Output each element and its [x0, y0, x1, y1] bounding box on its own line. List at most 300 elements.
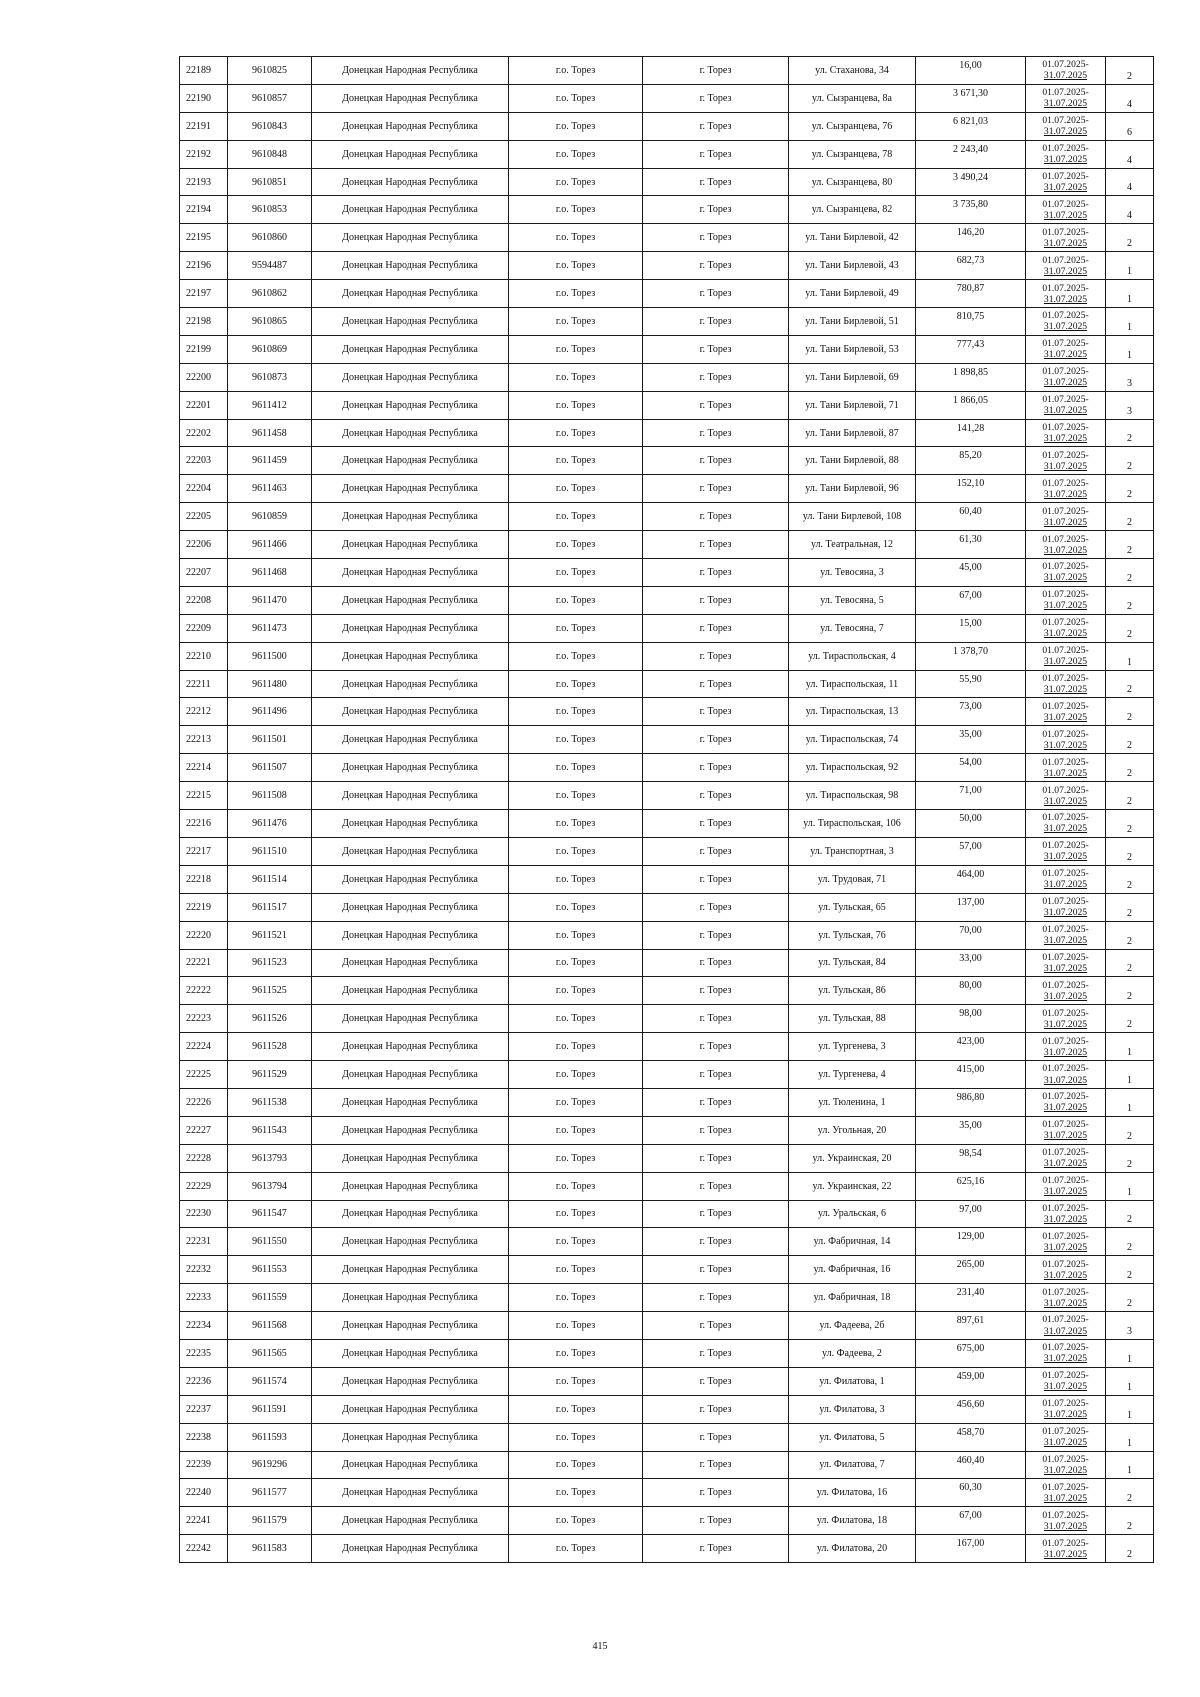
district-cell: г.о. Торез [509, 1228, 643, 1256]
period-end: 31.07.2025 [1043, 1186, 1088, 1198]
row-id: 22213 [180, 726, 228, 754]
table-row [180, 391, 1154, 419]
period-start: 01.07.2025- [1042, 784, 1089, 796]
period-cell [1026, 670, 1106, 698]
count-cell: 2 [1106, 726, 1154, 754]
district-cell: г.о. Торез [509, 837, 643, 865]
district-cell: г.о. Торез [509, 1061, 643, 1089]
table-row [180, 1423, 1154, 1451]
address-cell: ул. Тираспольская, 98 [789, 782, 916, 810]
object-code: 9610853 [228, 196, 312, 224]
count-cell: 1 [1106, 1172, 1154, 1200]
period-start: 01.07.2025- [1042, 1230, 1089, 1242]
period-start: 01.07.2025- [1042, 115, 1089, 127]
object-code: 9611507 [228, 754, 312, 782]
period-end: 31.07.2025 [1043, 1102, 1088, 1114]
district-cell: г.о. Торез [509, 726, 643, 754]
table-row [180, 308, 1154, 336]
period-cell [1026, 977, 1106, 1005]
period-end: 31.07.2025 [1043, 739, 1088, 751]
count-cell: 1 [1106, 252, 1154, 280]
period-cell [1026, 1395, 1106, 1423]
period-start: 01.07.2025- [1042, 143, 1089, 155]
city-cell: г. Торез [643, 865, 789, 893]
row-id: 22208 [180, 586, 228, 614]
period-start: 01.07.2025- [1042, 1537, 1089, 1549]
region-cell: Донецкая Народная Республика [312, 726, 509, 754]
period-end: 31.07.2025 [1043, 377, 1088, 389]
object-code: 9611480 [228, 670, 312, 698]
amount-cell: 16,00 [916, 57, 1026, 85]
object-code: 9611458 [228, 419, 312, 447]
period-end: 31.07.2025 [1043, 962, 1088, 974]
period-start: 01.07.2025- [1042, 1091, 1089, 1103]
count-cell: 2 [1106, 754, 1154, 782]
district-cell: г.о. Торез [509, 308, 643, 336]
row-id: 22238 [180, 1423, 228, 1451]
object-code: 9613794 [228, 1172, 312, 1200]
region-cell: Донецкая Народная Республика [312, 1200, 509, 1228]
row-id: 22193 [180, 168, 228, 196]
district-cell: г.о. Торез [509, 1116, 643, 1144]
row-id: 22239 [180, 1451, 228, 1479]
object-code: 9611525 [228, 977, 312, 1005]
period-cell [1026, 1088, 1106, 1116]
table-row [180, 921, 1154, 949]
object-code: 9611593 [228, 1423, 312, 1451]
period-cell [1026, 837, 1106, 865]
period-start: 01.07.2025- [1042, 59, 1089, 71]
period-start: 01.07.2025- [1042, 1147, 1089, 1159]
city-cell: г. Торез [643, 1507, 789, 1535]
row-id: 22232 [180, 1256, 228, 1284]
period-start: 01.07.2025- [1042, 812, 1089, 824]
table-row [180, 1339, 1154, 1367]
object-code: 9610859 [228, 503, 312, 531]
object-code: 9611553 [228, 1256, 312, 1284]
period-end: 31.07.2025 [1043, 516, 1088, 528]
period-cell [1026, 1172, 1106, 1200]
period-start: 01.07.2025- [1042, 338, 1089, 350]
count-cell: 2 [1106, 1005, 1154, 1033]
object-code: 9611538 [228, 1088, 312, 1116]
amount-cell: 2 243,40 [916, 140, 1026, 168]
count-cell: 2 [1106, 419, 1154, 447]
count-cell: 1 [1106, 1061, 1154, 1089]
address-cell: ул. Тани Бирлевой, 108 [789, 503, 916, 531]
count-cell: 2 [1106, 531, 1154, 559]
row-id: 22225 [180, 1061, 228, 1089]
table-row [180, 726, 1154, 754]
district-cell: г.о. Торез [509, 893, 643, 921]
city-cell: г. Торез [643, 1116, 789, 1144]
city-cell: г. Торез [643, 949, 789, 977]
count-cell: 2 [1106, 893, 1154, 921]
count-cell: 2 [1106, 57, 1154, 85]
district-cell: г.о. Торез [509, 168, 643, 196]
period-end: 31.07.2025 [1043, 935, 1088, 947]
table-row [180, 57, 1154, 85]
amount-cell: 146,20 [916, 224, 1026, 252]
period-cell [1026, 224, 1106, 252]
object-code: 9611565 [228, 1339, 312, 1367]
count-cell: 2 [1106, 782, 1154, 810]
period-cell [1026, 726, 1106, 754]
amount-cell: 415,00 [916, 1061, 1026, 1089]
city-cell: г. Торез [643, 1061, 789, 1089]
region-cell: Донецкая Народная Республика [312, 865, 509, 893]
period-cell [1026, 168, 1106, 196]
district-cell: г.о. Торез [509, 1507, 643, 1535]
period-start: 01.07.2025- [1042, 533, 1089, 545]
period-cell [1026, 140, 1106, 168]
row-id: 22204 [180, 475, 228, 503]
row-id: 22221 [180, 949, 228, 977]
amount-cell: 780,87 [916, 280, 1026, 308]
period-cell [1026, 84, 1106, 112]
row-id: 22197 [180, 280, 228, 308]
amount-cell: 33,00 [916, 949, 1026, 977]
period-cell [1026, 1535, 1106, 1563]
object-code: 9613793 [228, 1144, 312, 1172]
amount-cell: 231,40 [916, 1284, 1026, 1312]
table-row [180, 754, 1154, 782]
table-row [180, 1061, 1154, 1089]
object-code: 9611526 [228, 1005, 312, 1033]
district-cell: г.о. Торез [509, 391, 643, 419]
address-cell: ул. Тираспольская, 11 [789, 670, 916, 698]
period-cell [1026, 921, 1106, 949]
city-cell: г. Торез [643, 140, 789, 168]
address-cell: ул. Фабричная, 14 [789, 1228, 916, 1256]
row-id: 22234 [180, 1312, 228, 1340]
period-cell [1026, 447, 1106, 475]
period-cell [1026, 1005, 1106, 1033]
region-cell: Донецкая Народная Республика [312, 1033, 509, 1061]
region-cell: Донецкая Народная Республика [312, 1256, 509, 1284]
district-cell: г.о. Торез [509, 1339, 643, 1367]
city-cell: г. Торез [643, 614, 789, 642]
period-cell [1026, 503, 1106, 531]
amount-cell: 60,40 [916, 503, 1026, 531]
period-cell [1026, 1116, 1106, 1144]
district-cell: г.о. Торез [509, 419, 643, 447]
district-cell: г.о. Торез [509, 531, 643, 559]
district-cell: г.о. Торез [509, 1088, 643, 1116]
count-cell: 6 [1106, 112, 1154, 140]
row-id: 22191 [180, 112, 228, 140]
count-cell: 3 [1106, 1312, 1154, 1340]
address-cell: ул. Тираспольская, 74 [789, 726, 916, 754]
period-end: 31.07.2025 [1043, 182, 1088, 193]
period-end: 31.07.2025 [1043, 544, 1088, 556]
period-start: 01.07.2025- [1042, 449, 1089, 461]
table-row [180, 1479, 1154, 1507]
object-code: 9611529 [228, 1061, 312, 1089]
table-row [180, 1395, 1154, 1423]
period-cell [1026, 335, 1106, 363]
period-start: 01.07.2025- [1042, 728, 1089, 740]
table-row [180, 1172, 1154, 1200]
address-cell: ул. Тюленина, 1 [789, 1088, 916, 1116]
city-cell: г. Торез [643, 977, 789, 1005]
region-cell: Донецкая Народная Республика [312, 419, 509, 447]
row-id: 22235 [180, 1339, 228, 1367]
period-start: 01.07.2025- [1042, 1314, 1089, 1326]
period-start: 01.07.2025- [1042, 310, 1089, 322]
period-end: 31.07.2025 [1043, 1520, 1088, 1532]
count-cell: 2 [1106, 475, 1154, 503]
count-cell: 2 [1106, 1116, 1154, 1144]
address-cell: ул. Уральская, 6 [789, 1200, 916, 1228]
count-cell: 2 [1106, 559, 1154, 587]
amount-cell: 1 898,85 [916, 363, 1026, 391]
period-cell [1026, 57, 1106, 85]
district-cell: г.о. Торез [509, 1284, 643, 1312]
table-row [180, 475, 1154, 503]
region-cell: Донецкая Народная Республика [312, 782, 509, 810]
address-cell: ул. Тани Бирлевой, 69 [789, 363, 916, 391]
city-cell: г. Торез [643, 168, 789, 196]
row-id: 22198 [180, 308, 228, 336]
amount-cell: 141,28 [916, 419, 1026, 447]
period-end: 31.07.2025 [1043, 1548, 1088, 1560]
address-cell: ул. Тани Бирлевой, 71 [789, 391, 916, 419]
amount-cell: 129,00 [916, 1228, 1026, 1256]
amount-cell: 60,30 [916, 1479, 1026, 1507]
table-row [180, 168, 1154, 196]
row-id: 22224 [180, 1033, 228, 1061]
period-start: 01.07.2025- [1042, 477, 1089, 489]
object-code: 9611459 [228, 447, 312, 475]
period-cell [1026, 1256, 1106, 1284]
period-end: 31.07.2025 [1043, 600, 1088, 612]
count-cell: 1 [1106, 1367, 1154, 1395]
period-cell [1026, 1284, 1106, 1312]
table-row [180, 670, 1154, 698]
row-id: 22196 [180, 252, 228, 280]
period-end: 31.07.2025 [1043, 1381, 1088, 1393]
period-end: 31.07.2025 [1043, 1409, 1088, 1421]
district-cell: г.о. Торез [509, 447, 643, 475]
count-cell: 1 [1106, 1395, 1154, 1423]
address-cell: ул. Филатова, 3 [789, 1395, 916, 1423]
region-cell: Донецкая Народная Республика [312, 949, 509, 977]
period-start: 01.07.2025- [1042, 1007, 1089, 1019]
period-start: 01.07.2025- [1042, 282, 1089, 294]
period-start: 01.07.2025- [1042, 617, 1089, 629]
object-code: 9611543 [228, 1116, 312, 1144]
period-end: 31.07.2025 [1043, 405, 1088, 417]
city-cell: г. Торез [643, 837, 789, 865]
region-cell: Донецкая Народная Республика [312, 112, 509, 140]
district-cell: г.о. Торез [509, 57, 643, 85]
period-end: 31.07.2025 [1043, 237, 1088, 249]
amount-cell: 675,00 [916, 1339, 1026, 1367]
period-end: 31.07.2025 [1043, 126, 1088, 138]
count-cell: 2 [1106, 586, 1154, 614]
district-cell: г.о. Торез [509, 1033, 643, 1061]
address-cell: ул. Стаханова, 34 [789, 57, 916, 85]
address-cell: ул. Трудовая, 71 [789, 865, 916, 893]
region-cell: Донецкая Народная Республика [312, 224, 509, 252]
period-end: 31.07.2025 [1043, 488, 1088, 500]
address-cell: ул. Тургенева, 4 [789, 1061, 916, 1089]
row-id: 22233 [180, 1284, 228, 1312]
address-cell: ул. Тани Бирлевой, 43 [789, 252, 916, 280]
address-cell: ул. Филатова, 5 [789, 1423, 916, 1451]
table-row [180, 837, 1154, 865]
district-cell: г.о. Торез [509, 810, 643, 838]
district-cell: г.о. Торез [509, 196, 643, 224]
district-cell: г.о. Торез [509, 977, 643, 1005]
object-code: 9610860 [228, 224, 312, 252]
period-end: 31.07.2025 [1043, 433, 1088, 445]
region-cell: Донецкая Народная Республика [312, 698, 509, 726]
period-end: 31.07.2025 [1043, 767, 1088, 779]
object-code: 9611517 [228, 893, 312, 921]
table-row [180, 335, 1154, 363]
region-cell: Донецкая Народная Республика [312, 1339, 509, 1367]
table-row [180, 503, 1154, 531]
period-start: 01.07.2025- [1042, 1202, 1089, 1214]
city-cell: г. Торез [643, 810, 789, 838]
city-cell: г. Торез [643, 224, 789, 252]
period-cell [1026, 1061, 1106, 1089]
object-code: 9611496 [228, 698, 312, 726]
row-id: 22241 [180, 1507, 228, 1535]
period-end: 31.07.2025 [1043, 711, 1088, 723]
period-end: 31.07.2025 [1043, 1158, 1088, 1170]
period-end: 31.07.2025 [1043, 795, 1088, 807]
count-cell: 1 [1106, 335, 1154, 363]
count-cell: 1 [1106, 1088, 1154, 1116]
object-code: 9611476 [228, 810, 312, 838]
period-start: 01.07.2025- [1042, 868, 1089, 880]
city-cell: г. Торез [643, 1256, 789, 1284]
period-cell [1026, 475, 1106, 503]
object-code: 9611412 [228, 391, 312, 419]
period-cell [1026, 1033, 1106, 1061]
object-code: 9611547 [228, 1200, 312, 1228]
table-row [180, 810, 1154, 838]
district-cell: г.о. Торез [509, 698, 643, 726]
region-cell: Донецкая Народная Республика [312, 140, 509, 168]
row-id: 22215 [180, 782, 228, 810]
city-cell: г. Торез [643, 726, 789, 754]
row-id: 22216 [180, 810, 228, 838]
period-start: 01.07.2025- [1042, 673, 1089, 684]
amount-cell: 35,00 [916, 1116, 1026, 1144]
period-start: 01.07.2025- [1042, 366, 1089, 378]
address-cell: ул. Тевосяна, 3 [789, 559, 916, 587]
row-id: 22229 [180, 1172, 228, 1200]
district-cell: г.о. Торез [509, 1256, 643, 1284]
region-cell: Донецкая Народная Республика [312, 837, 509, 865]
address-cell: ул. Филатова, 16 [789, 1479, 916, 1507]
city-cell: г. Торез [643, 698, 789, 726]
row-id: 22226 [180, 1088, 228, 1116]
district-cell: г.о. Торез [509, 1144, 643, 1172]
table-row [180, 698, 1154, 726]
count-cell: 3 [1106, 391, 1154, 419]
table-row [180, 1144, 1154, 1172]
period-start: 01.07.2025- [1042, 924, 1089, 936]
count-cell: 3 [1106, 363, 1154, 391]
city-cell: г. Торез [643, 391, 789, 419]
city-cell: г. Торез [643, 586, 789, 614]
table-row [180, 112, 1154, 140]
period-start: 01.07.2025- [1042, 1453, 1089, 1465]
address-cell: ул. Украинская, 20 [789, 1144, 916, 1172]
district-cell: г.о. Торез [509, 642, 643, 670]
address-cell: ул. Тульская, 84 [789, 949, 916, 977]
city-cell: г. Торез [643, 1339, 789, 1367]
period-start: 01.07.2025- [1042, 226, 1089, 238]
period-end: 31.07.2025 [1043, 851, 1088, 863]
region-cell: Донецкая Народная Республика [312, 447, 509, 475]
city-cell: г. Торез [643, 447, 789, 475]
table-row [180, 642, 1154, 670]
object-code: 9611568 [228, 1312, 312, 1340]
period-end: 31.07.2025 [1043, 1241, 1088, 1253]
district-cell: г.о. Торез [509, 503, 643, 531]
address-cell: ул. Тани Бирлевой, 49 [789, 280, 916, 308]
object-code: 9611574 [228, 1367, 312, 1395]
region-cell: Донецкая Народная Республика [312, 1479, 509, 1507]
region-cell: Донецкая Народная Республика [312, 531, 509, 559]
period-cell [1026, 614, 1106, 642]
address-cell: ул. Тургенева, 3 [789, 1033, 916, 1061]
district-cell: г.о. Торез [509, 84, 643, 112]
region-cell: Донецкая Народная Республика [312, 252, 509, 280]
city-cell: г. Торез [643, 363, 789, 391]
count-cell: 4 [1106, 168, 1154, 196]
address-cell: ул. Тираспольская, 4 [789, 642, 916, 670]
city-cell: г. Торез [643, 308, 789, 336]
object-code: 9611577 [228, 1479, 312, 1507]
address-cell: ул. Тульская, 65 [789, 893, 916, 921]
table-row [180, 1088, 1154, 1116]
count-cell: 2 [1106, 837, 1154, 865]
period-start: 01.07.2025- [1042, 170, 1089, 182]
region-cell: Донецкая Народная Республика [312, 1535, 509, 1563]
row-id: 22206 [180, 531, 228, 559]
period-end: 31.07.2025 [1043, 349, 1088, 361]
period-end: 31.07.2025 [1043, 70, 1088, 82]
period-start: 01.07.2025- [1042, 645, 1089, 657]
address-cell: ул. Филатова, 7 [789, 1451, 916, 1479]
district-cell: г.о. Торез [509, 140, 643, 168]
period-cell [1026, 586, 1106, 614]
object-code: 9619296 [228, 1451, 312, 1479]
period-end: 31.07.2025 [1043, 1074, 1088, 1086]
row-id: 22219 [180, 893, 228, 921]
district-cell: г.о. Торез [509, 335, 643, 363]
amount-cell: 98,00 [916, 1005, 1026, 1033]
city-cell: г. Торез [643, 670, 789, 698]
address-cell: ул. Тани Бирлевой, 96 [789, 475, 916, 503]
region-cell: Донецкая Народная Республика [312, 57, 509, 85]
period-start: 01.07.2025- [1042, 1398, 1089, 1410]
district-cell: г.о. Торез [509, 280, 643, 308]
table-row [180, 419, 1154, 447]
amount-cell: 625,16 [916, 1172, 1026, 1200]
period-end: 31.07.2025 [1043, 656, 1088, 668]
row-id: 22209 [180, 614, 228, 642]
amount-cell: 57,00 [916, 837, 1026, 865]
count-cell: 2 [1106, 1479, 1154, 1507]
